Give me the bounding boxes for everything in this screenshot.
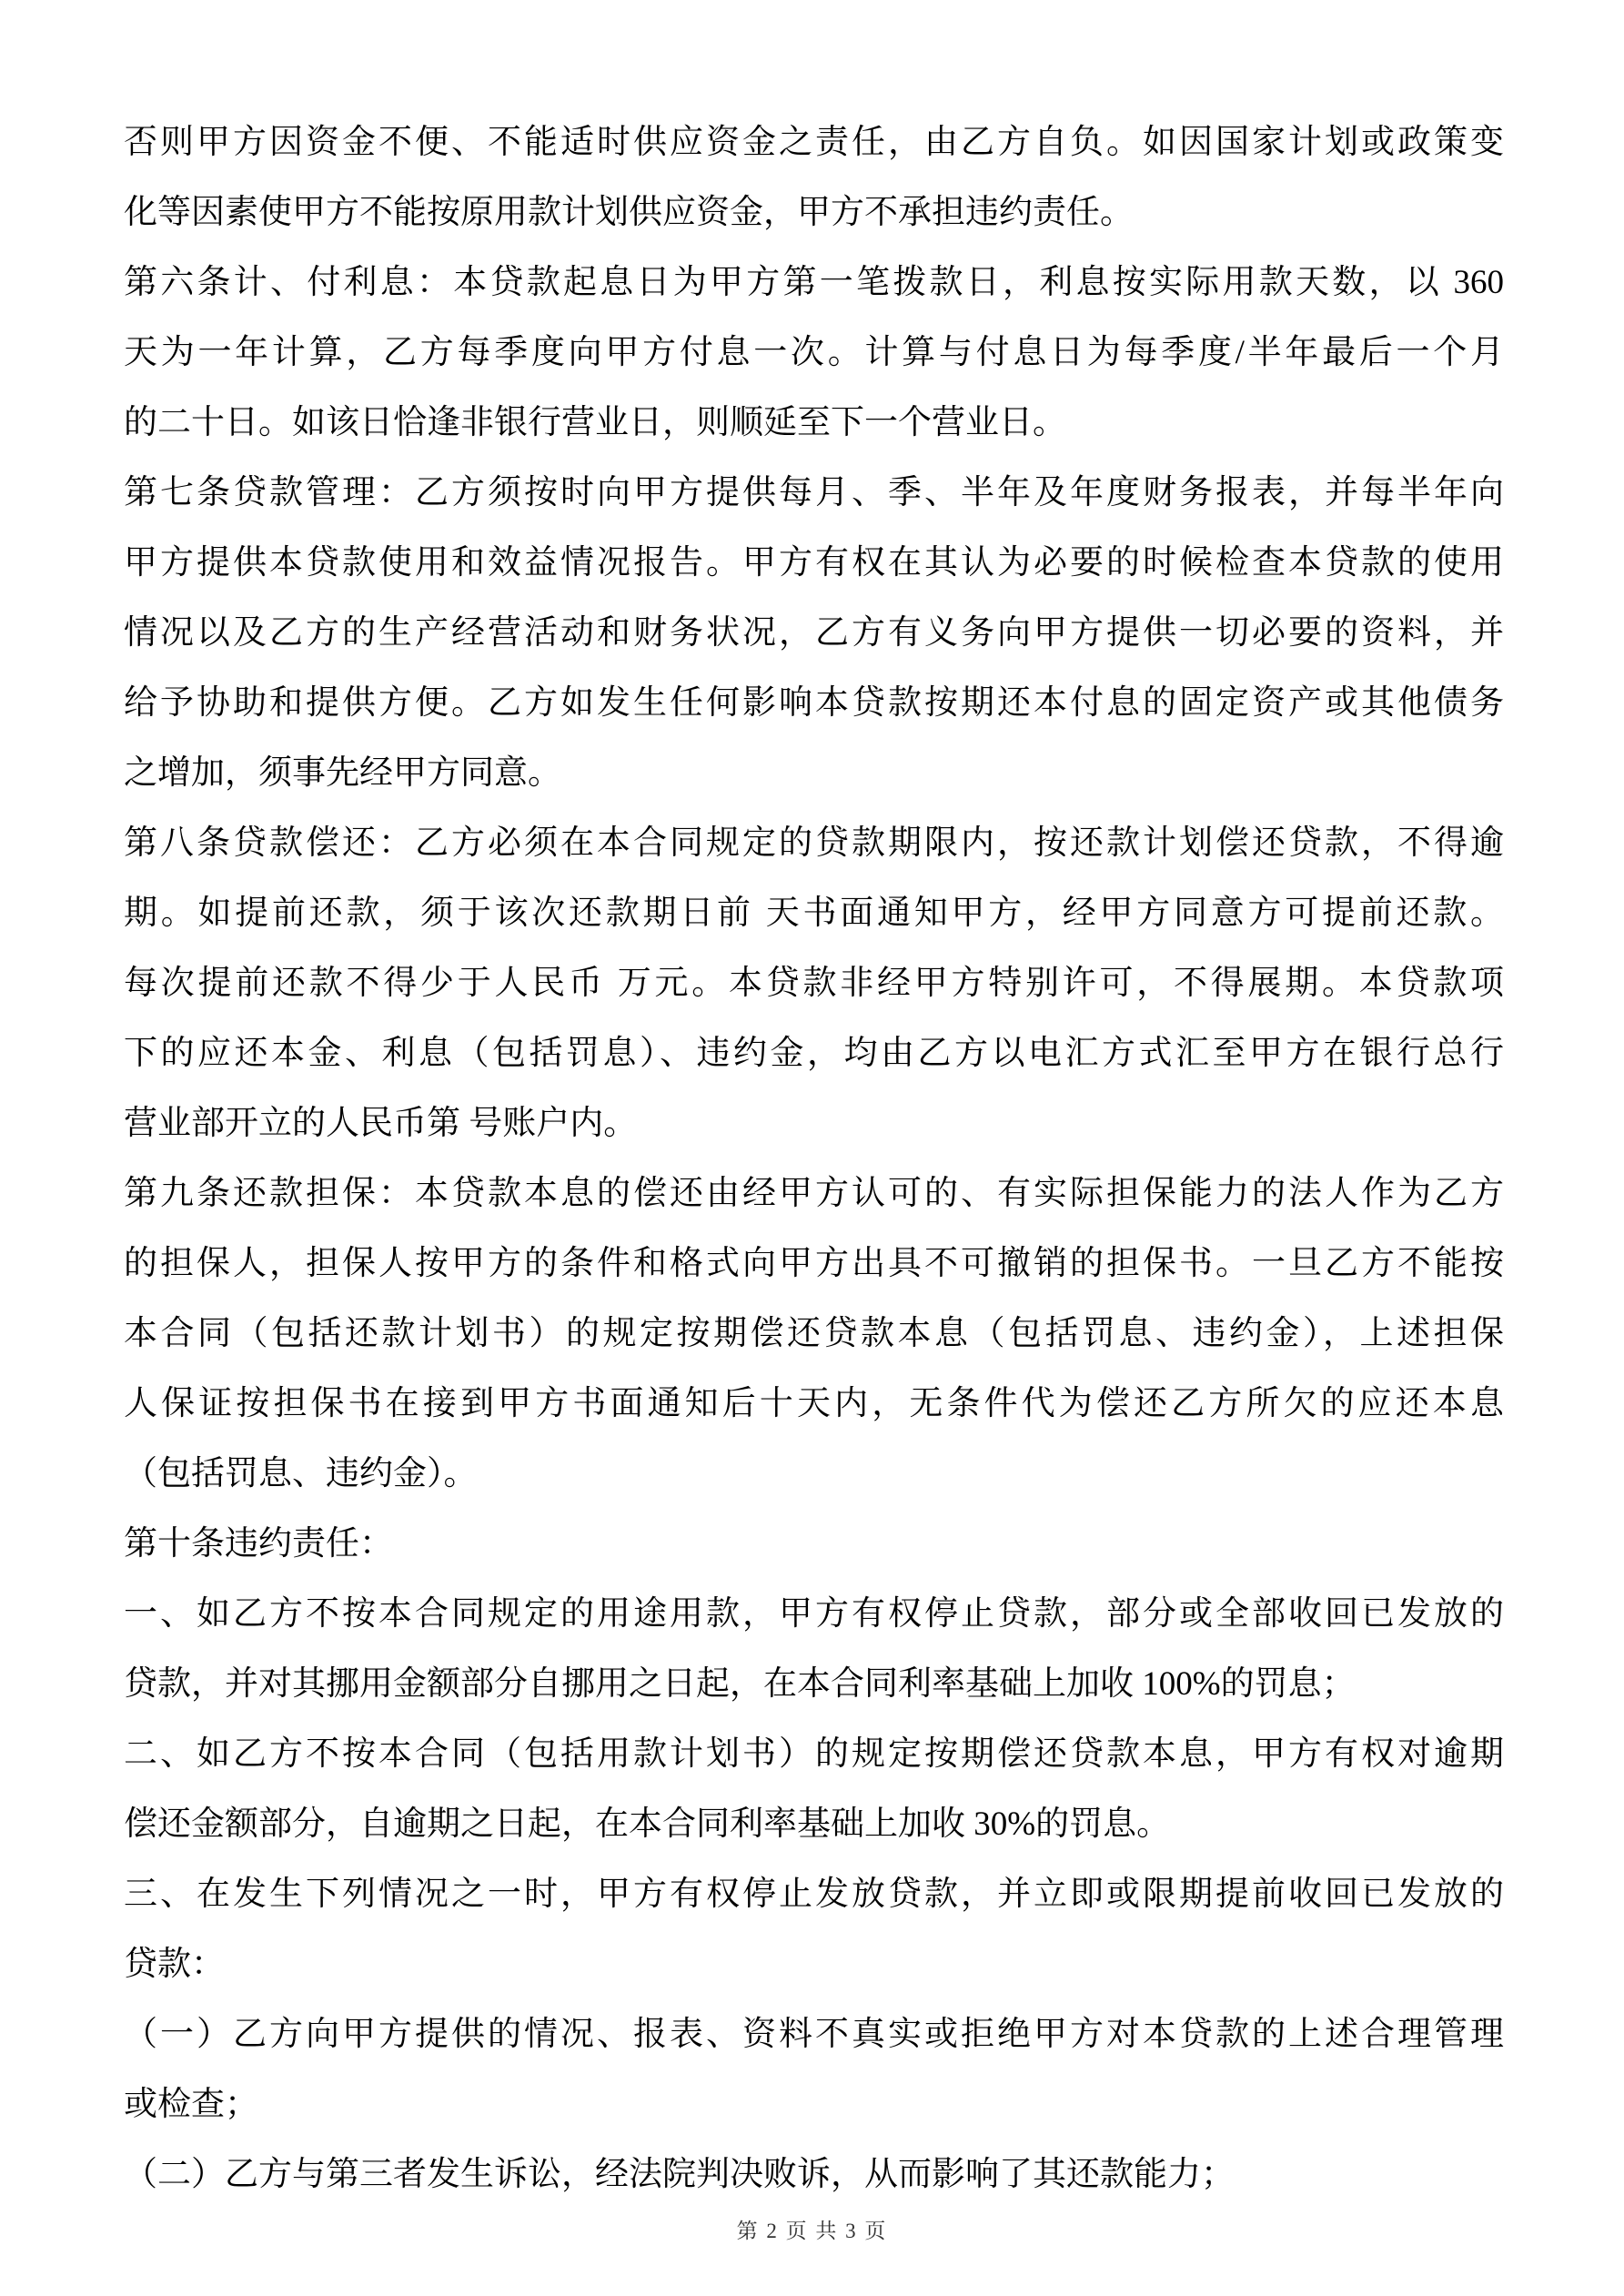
text-line: 营业部开立的人民币第 号账户内。 [124,1105,638,1142]
text-line: 三、在发生下列情况之一时，甲方有权停止发放贷款，并立即或限期提前收回已发放的 [124,1876,1504,1913]
text-line: 给予协助和提供方便。乙方如发生任何影响本贷款按期还本付息的固定资产或其他债务 [124,684,1504,722]
contract-paragraph [124,1509,1504,1579]
text-line: 化等因素使甲方不能按原用款计划供应资金，甲方不承担违约责任。 [124,194,1134,231]
contract-body [124,107,1504,2210]
contract-paragraph [124,808,1504,1158]
contract-paragraph [124,1859,1504,1999]
text-line: （包括罚息、违约金）。 [124,1455,478,1492]
contract-paragraph [124,1999,1504,2139]
text-line: 本合同（包括还款计划书）的规定按期偿还贷款本息（包括罚息、违约金），上述担保 [124,1315,1504,1352]
text-line: （一）乙方向甲方提供的情况、报表、资料不真实或拒绝甲方对本贷款的上述合理管理 [124,2016,1504,2053]
contract-paragraph [124,458,1504,808]
text-line: 之增加，须事先经甲方同意。 [124,754,561,792]
contract-paragraph [124,248,1504,458]
text-line: 贷款： [124,1946,225,1983]
text-line: 的担保人，担保人按甲方的条件和格式向甲方出具不可撤销的担保书。一旦乙方不能按 [124,1245,1504,1282]
text-line: 情况以及乙方的生产经营活动和财务状况，乙方有义务向甲方提供一切必要的资料，并 [124,614,1504,652]
text-line: 贷款，并对其挪用金额部分自挪用之日起，在本合同利率基础上加收 100%的罚息； [124,1665,1356,1703]
text-line: 二、如乙方不按本合同（包括用款计划书）的规定按期偿还贷款本息，甲方有权对逾期 [124,1735,1504,1773]
text-line: 天为一年计算，乙方每季度向甲方付息一次。计算与付息日为每季度/半年最后一个月 [124,334,1504,371]
text-line: 第十条违约责任： [124,1525,393,1563]
text-line: 人保证按担保书在接到甲方书面通知后十天内，无条件代为偿还乙方所欠的应还本息 [124,1385,1504,1422]
text-line: 或检查； [124,2086,258,2123]
contract-paragraph [124,107,1504,248]
contract-paragraph [124,2139,1504,2210]
text-line: 期。如提前还款，须于该次还款期日前 天书面通知甲方，经甲方同意方可提前还款。 [124,895,1504,932]
text-line: 否则甲方因资金不便、不能适时供应资金之责任，由乙方自负。如因国家计划或政策变 [124,124,1504,161]
text-line: 第九条还款担保：本贷款本息的偿还由经甲方认可的、有实际担保能力的法人作为乙方 [124,1175,1504,1212]
page-footer [0,2214,1624,2244]
text-line: 第六条计、付利息：本贷款起息日为甲方第一笔拨款日，利息按实际用款天数，以 360 [124,264,1504,301]
contract-paragraph [124,1719,1504,1859]
text-line: （二）乙方与第三者发生诉讼，经法院判决败诉，从而影响了其还款能力； [124,2156,1235,2193]
contract-paragraph [124,1158,1504,1509]
text-line: 下的应还本金、利息（包括罚息）、违约金，均由乙方以电汇方式汇至甲方在银行总行 [124,1035,1504,1072]
text-line: 的二十日。如该日恰逢非银行营业日，则顺延至下一个营业日。 [124,404,1066,441]
contract-paragraph [124,1579,1504,1719]
text-line: 偿还金额部分，自逾期之日起，在本合同利率基础上加收 30%的罚息。 [124,1805,1171,1843]
text-line: 第八条贷款偿还：乙方必须在本合同规定的贷款期限内，按还款计划偿还贷款，不得逾 [124,824,1504,862]
page-number-text: 第 2 页 共 3 页 [736,2220,888,2242]
text-line: 每次提前还款不得少于人民币 万元。本贷款非经甲方特别许可，不得展期。本贷款项 [124,965,1504,1002]
text-line: 一、如乙方不按本合同规定的用途用款，甲方有权停止贷款，部分或全部收回已发放的 [124,1595,1504,1633]
text-line: 甲方提供本贷款使用和效益情况报告。甲方有权在其认为必要的时候检查本贷款的使用 [124,544,1504,582]
text-line: 第七条贷款管理：乙方须按时向甲方提供每月、季、半年及年度财务报表，并每半年向 [124,474,1504,511]
